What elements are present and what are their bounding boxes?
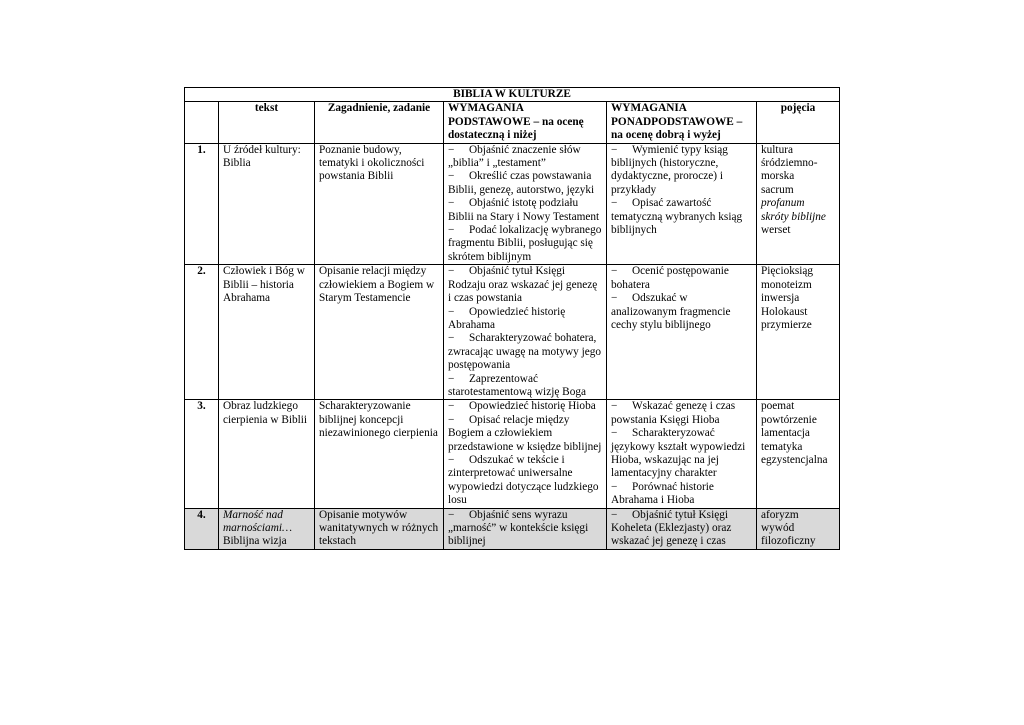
concept-item: skróty biblijne <box>761 210 826 223</box>
concept-item: wywód <box>761 522 795 534</box>
dash-bullet: − <box>448 224 455 237</box>
row-concepts <box>757 143 840 265</box>
requirement-item <box>448 306 602 333</box>
row-number: 2. <box>185 265 219 400</box>
row-advanced-requirements <box>607 265 757 400</box>
dash-bullet: − <box>448 197 455 210</box>
row-basic-requirements <box>444 508 607 549</box>
requirement-item <box>448 509 602 549</box>
row-basic-requirements <box>444 400 607 508</box>
requirement-text: Objaśnić sens wyrazu „marność” w kontekście księgi biblijnej <box>448 508 589 548</box>
requirement-item <box>611 197 752 237</box>
concept-item: inwersja <box>761 292 800 305</box>
dash-bullet: − <box>448 332 455 345</box>
requirement-item <box>611 509 752 549</box>
dash-bullet: − <box>448 305 455 318</box>
requirement-item <box>611 427 752 481</box>
dash-bullet: − <box>448 143 455 156</box>
requirement-text: Objaśnić znaczenie słów „biblia” i „testament” <box>448 143 581 170</box>
requirement-text: Ocenić postępowanie bohatera <box>611 265 729 291</box>
table-row <box>185 400 840 508</box>
dash-bullet: − <box>611 292 618 305</box>
concept-item: monoteizm <box>761 278 812 291</box>
requirement-item <box>611 292 752 332</box>
dash-bullet: − <box>611 508 618 521</box>
concept-item: Pięcioksiąg <box>761 265 814 278</box>
requirement-text: Porównać historie Abrahama i Hioba <box>611 480 714 507</box>
table-title-row <box>185 88 840 102</box>
requirement-item <box>611 144 752 198</box>
requirement-text: Opisać zawartość tematyczną wybranych ksiąg biblijnych <box>611 197 743 237</box>
concept-item: poemat <box>761 400 795 413</box>
row-number: 3. <box>185 400 219 508</box>
row-text-italic: Marność nad marnościami… <box>223 508 293 534</box>
header-number <box>185 102 219 143</box>
requirement-item <box>448 373 602 400</box>
requirement-text: Objaśnić istotę podziału Biblii na Stary i Nowy Testament <box>448 197 600 223</box>
dash-bullet: − <box>611 143 618 156</box>
requirement-text: Scharakteryzować bohatera, zwracając uwagę na motywy jego postępowania <box>448 332 602 372</box>
concept-item: sacrum <box>761 183 794 196</box>
requirement-item <box>448 197 602 224</box>
row-number: 4. <box>185 508 219 549</box>
requirement-item <box>448 224 602 264</box>
requirement-item <box>448 170 602 197</box>
row-topic: Poznanie budowy, tematyki i okoliczności powstania Biblii <box>315 143 444 265</box>
header-concepts: pojęcia <box>757 102 840 143</box>
header-topic: Zagadnienie, zadanie <box>315 102 444 143</box>
row-basic-requirements <box>444 143 607 265</box>
curriculum-table <box>184 87 840 550</box>
requirement-text: Zaprezentować starotestamentową wizję Boga <box>448 372 587 398</box>
row-advanced-requirements <box>607 143 757 265</box>
concept-item: lamentacja <box>761 427 810 440</box>
requirement-item <box>448 332 602 372</box>
row-text-plain: Biblijna wizja <box>223 535 287 548</box>
dash-bullet: − <box>611 265 618 278</box>
row-number: 1. <box>185 143 219 265</box>
row-text: Obraz ludzkiego cierpienia w Biblii <box>219 400 315 508</box>
row-concepts <box>757 508 840 549</box>
table-title: BIBLIA W KULTURZE <box>185 88 840 102</box>
dash-bullet: − <box>611 480 618 493</box>
requirement-text: Opowiedzieć historię Hioba <box>469 400 596 413</box>
row-advanced-requirements <box>607 400 757 508</box>
concept-item: werset <box>761 224 791 237</box>
concept-item: powtórzenie <box>761 413 817 426</box>
row-concepts <box>757 265 840 400</box>
concept-item: Holokaust <box>761 305 808 318</box>
dash-bullet: − <box>611 427 618 440</box>
dash-bullet: − <box>448 170 455 183</box>
dash-bullet: − <box>448 453 455 466</box>
concept-item: profanum <box>761 197 805 210</box>
dash-bullet: − <box>448 372 455 385</box>
requirement-text: Objaśnić tytuł Księgi Koheleta (Eklezjasty) oraz wskazać jej genezę i czas <box>611 508 732 548</box>
dash-bullet: − <box>448 265 455 278</box>
header-text: tekst <box>219 102 315 143</box>
table-row <box>185 265 840 400</box>
requirement-item <box>448 454 602 508</box>
requirement-text: Wskazać genezę i czas powstania Księgi Hioba <box>611 400 736 426</box>
row-basic-requirements <box>444 265 607 400</box>
requirement-text: Opisać relacje między Bogiem a człowiekiem przedstawione w księdze biblijnej <box>448 413 602 453</box>
row-topic: Scharakteryzowanie biblijnej koncepcji niezawinionego cierpienia <box>315 400 444 508</box>
requirement-text: Odszukać w analizowanym fragmencie cechy stylu biblijnego <box>611 292 731 331</box>
table-row <box>185 508 840 549</box>
dash-bullet: − <box>448 400 455 413</box>
row-concepts <box>757 400 840 508</box>
dash-bullet: − <box>448 413 455 426</box>
row-advanced-requirements <box>607 508 757 549</box>
requirement-item <box>448 414 602 454</box>
requirement-item <box>611 265 752 292</box>
requirement-text: Opowiedzieć historię Abrahama <box>448 305 566 331</box>
concept-item: filozoficzny <box>761 535 816 548</box>
table-header-row <box>185 102 840 143</box>
requirement-text: Scharakteryzować językowy kształt wypowiedzi Hioba, wskazując na jej lamentacyjny charakter <box>611 427 746 480</box>
header-advanced-requirements: WYMAGANIA PONADPODSTAWOWE – na ocenę dobrą i wyżej <box>607 102 757 143</box>
table-row <box>185 143 840 265</box>
row-text: Człowiek i Bóg w Biblii – historia Abrahama <box>219 265 315 400</box>
requirement-item <box>611 400 752 427</box>
row-topic: Opisanie relacji między człowiekiem a Bogiem w Starym Testamencie <box>315 265 444 400</box>
requirement-text: Odszukać w tekście i zinterpretować uniwersalne wypowiedzi dotyczące ludzkiego losu <box>448 453 599 507</box>
row-text <box>219 508 315 549</box>
requirement-text: Określić czas powstawania Biblii, genezę, autorstwo, języki <box>448 170 595 196</box>
row-text: U źródeł kultury: Biblia <box>219 143 315 265</box>
requirement-item <box>448 265 602 305</box>
concept-item: tematyka egzystencjalna <box>761 440 828 466</box>
requirement-item <box>448 400 602 413</box>
concept-item: przymierze <box>761 318 812 331</box>
dash-bullet: − <box>448 508 455 521</box>
requirement-item <box>611 481 752 508</box>
concept-item: aforyzm <box>761 508 799 521</box>
requirement-item <box>448 144 602 171</box>
requirement-text: Wymienić typy ksiąg biblijnych (historyczne, dydaktyczne, prorocze) i przykłady <box>611 143 728 196</box>
row-topic: Opisanie motywów wanitatywnych w różnych tekstach <box>315 508 444 549</box>
requirement-text: Podać lokalizację wybranego fragmentu Biblii, posługując się skrótem biblijnym <box>448 224 602 263</box>
concept-item: kultura śródziemno-morska <box>761 143 818 183</box>
dash-bullet: − <box>611 197 618 210</box>
requirement-text: Objaśnić tytuł Księgi Rodzaju oraz wskazać jej genezę i czas powstania <box>448 265 598 305</box>
header-basic-requirements: WYMAGANIA PODSTAWOWE – na ocenę dostateczną i niżej <box>444 102 607 143</box>
dash-bullet: − <box>611 400 618 413</box>
